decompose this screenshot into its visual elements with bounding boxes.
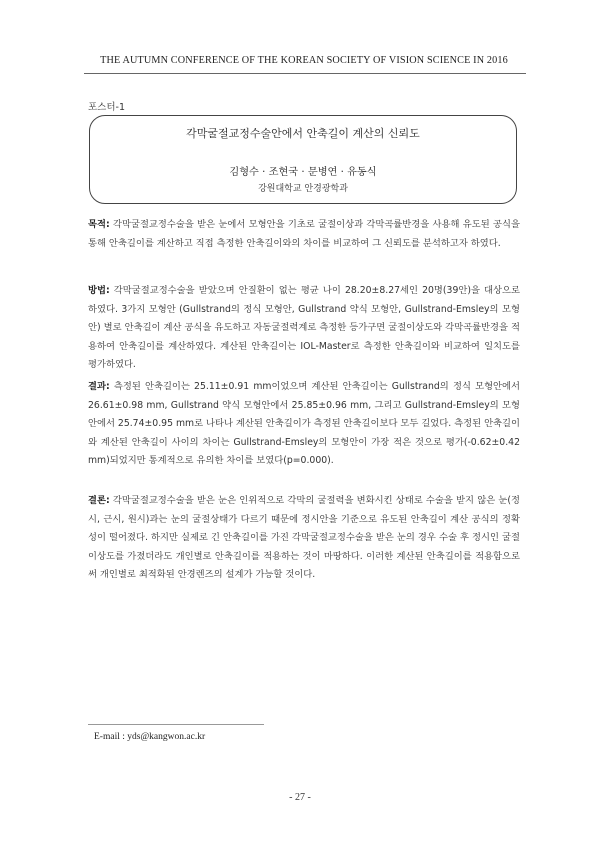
- contact-email: E-mail : yds@kangwon.ac.kr: [94, 732, 206, 742]
- results-paragraph: [88, 378, 520, 471]
- conclusion-paragraph: [88, 492, 520, 585]
- purpose-text: 각막굴절교정수술을 받은 눈에서 모형안을 기초로 굴절이상과 각막곡률반경을 사용해 유도된 공식을 통해 안축길이를 계산하고 직접 측정한 안축길이와의 차이를 비교하여 그 신뢰도를 분석하고자 하였다.: [88, 219, 520, 249]
- affiliation: 강원대학교 안경광학과: [258, 184, 348, 194]
- results-text: 측정된 안축길이는 25.11±0.91 mm이었으며 계산된 안축길이는 Gullstrand의 정식 모형안에서 26.61±0.98 mm, Gullstrand 약식 모형안에서 25.85±0.96 mm, 그리고 Gullstrand-Emsley의 모형안에서 25.74±0.95 mm로 나타나 계산된 안축길이가 측정된 안축길이보다 모두 길었다. 측정된 안축길이와 계산된 안축길이 사이의 차이는 Gullstrand-Emsley의 모형안이 가장 적은 것으로 평가(-0.62±0.42 mm)되었지만 통계적으로 유의한 차이를 보였다(p=0.000).: [88, 381, 520, 466]
- methods-label: 방법:: [88, 285, 110, 296]
- title-box: [89, 115, 517, 204]
- methods-text: 각막굴절교정수술을 받았으며 안질환이 없는 평균 나이 28.20±8.27세인 20명(39안)을 대상으로 하였다. 3가지 모형안 (Gullstrand의 정식 모형안, Gullstrand 약식 모형안, Gullstrand-Emsley의 모형안) 별로 안축길이 계산 공식을 유도하고 자동굴절력계로 측정한 등가구면 굴절이상도와 각막곡률반경을 적용하여 안축길이를 계산하였다. 계산된 안축길이는 IOL-Master로 측정한 안축길이와 비교하여 일치도를 평가하였다.: [88, 285, 520, 370]
- conference-header: THE AUTUMN CONFERENCE OF THE KOREAN SOCIETY OF VISION SCIENCE IN 2016: [100, 55, 508, 66]
- author-list: 김형수 · 조현국 · 문병연 · 유동식: [229, 167, 377, 178]
- conclusion-label: 결론:: [88, 495, 110, 506]
- paper-title: 각막굴절교정수술안에서 안축길이 계산의 신뢰도: [186, 127, 420, 140]
- purpose-paragraph: [88, 216, 520, 253]
- methods-paragraph: [88, 282, 520, 375]
- header-divider: [84, 73, 526, 74]
- results-label: 결과:: [88, 381, 110, 392]
- purpose-label: 목적:: [88, 219, 110, 230]
- footnote-divider: [88, 724, 264, 725]
- poster-label: 포스터-1: [88, 102, 126, 113]
- conclusion-text: 각막굴절교정수술을 받은 눈은 인위적으로 각막의 굴절력을 변화시킨 상태로 수술을 받지 않은 눈(정시, 근시, 원시)과는 눈의 굴절상태가 다르기 때문에 정시안을 기준으로 유도된 안축길이 계산 공식의 정확성이 떨어졌다. 하지만 실제로 긴 안축길이를 가진 각막굴절교정수술을 받은 눈의 경우 수술 후 정시인 굴절이상도를 가졌더라도 개인별로 안축길이를 적용하는 것이 마땅하다. 이러한 계산된 안축길이를 적용함으로써 개인별로 최적화된 안경렌즈의 설계가 가능할 것이다.: [88, 495, 520, 580]
- page-number: - 27 -: [289, 792, 311, 803]
